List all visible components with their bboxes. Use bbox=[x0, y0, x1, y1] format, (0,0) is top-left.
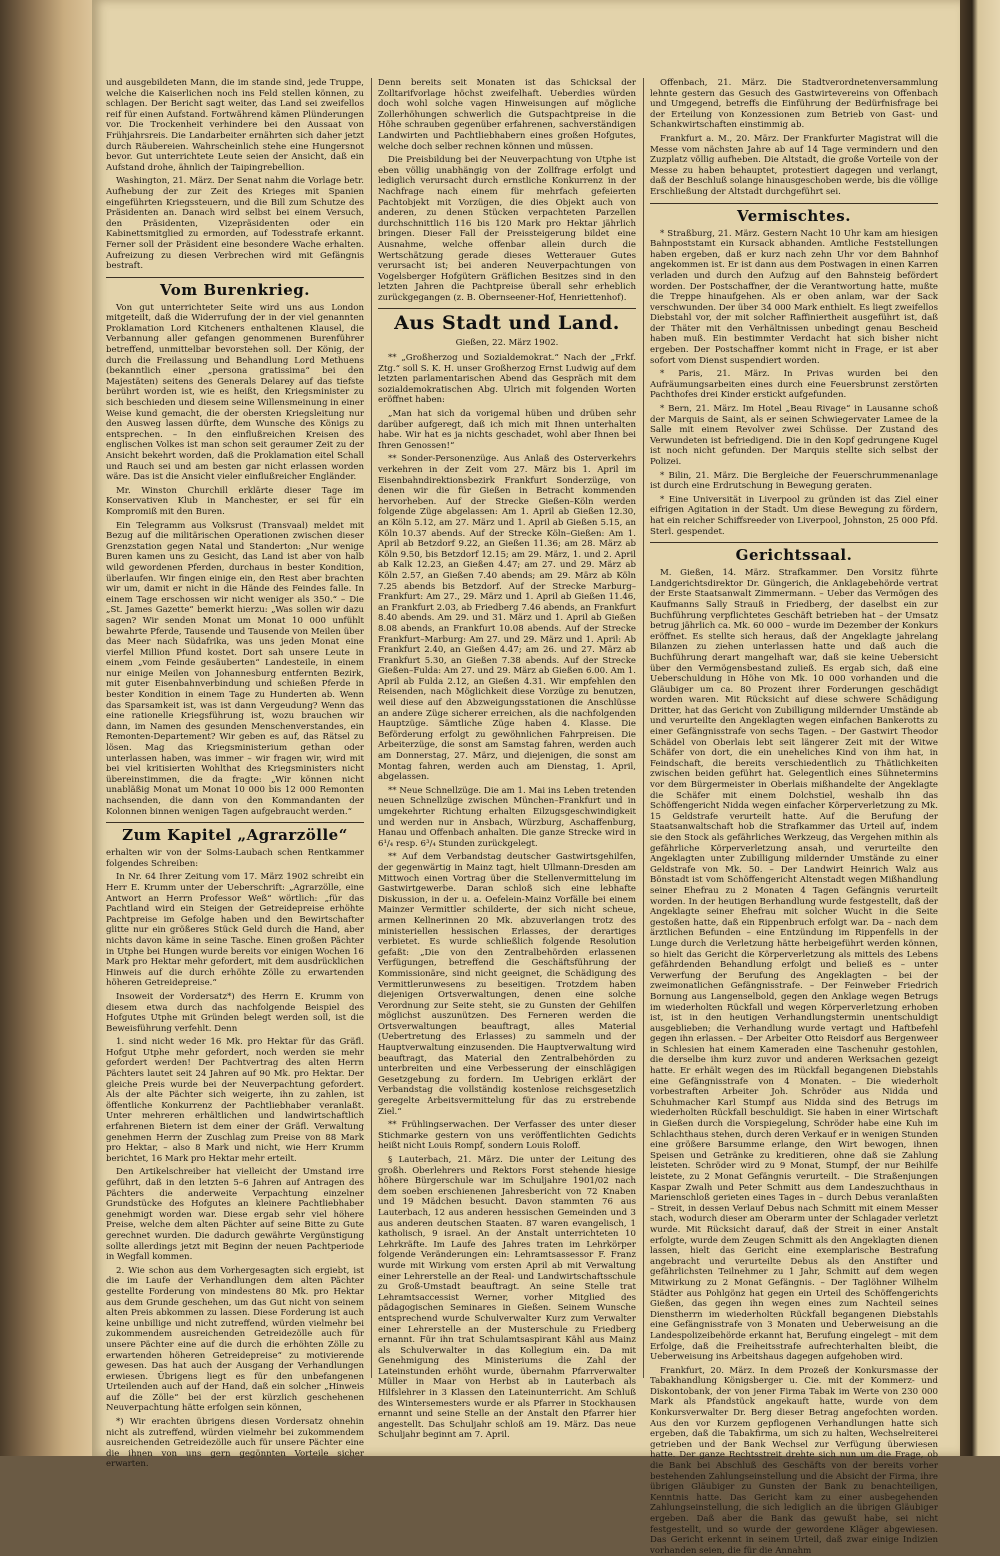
article-paragraph: Mr. Winston Churchill erklärte dieser Tage im Konservativen Klub in Manchester, er sei für ein Kompromiß mit den Buren. bbox=[106, 485, 364, 517]
article-paragraph: Ein Telegramm aus Volksrust (Transvaal) meldet mit Bezug auf die militärischen Operationen zwischen dieser Grenzstation gegen Natal und Standerton: „Nur wenige Buren kamen uns zu Gesicht, das Land ist aber von halb wild gewordenen Pferden, durchaus in bester Kondition, überlaufen. Wir fingen einige ein, den Rest aber brachten wir um, damit er nicht in die Hände des Feindes falle. In einem Tage erschossen wir nicht weniger als 350.“ – Die „St. James Gazette“ bemerkt hierzu: „Was sollen wir dazu sagen? Wir senden Monat um Monat 10 000 unfühlt bewahrte Pferde, Tausende und Tausende von Meilen über das Meer nach Südafrika, was uns jeden Monat eine vierfel Million Pfund kostet. Dort sah unsere Leute in einem „vom Feinde gesäuberten“ Landesteile, in einem nur einige Meilen von Johannesburg entfernten Bezirk, mit guter Eisenbahnverbindung und schießen Pferde in bester Kondition in einem Tage zu Hunderten ab. Wenn das Sparsamkeit ist, was ist dann Vergeudung? Wenn das eine rationelle Kriegsführung ist, wozu brauchen wir dann, im Namen des gesunden Menschenverstandes, ein Remonten-Departement? Wir geben es auf, das Rätsel zu lösen. Mag das Kriegsministerium gethan oder unterlassen haben, was immer – wir fragen wir, wird mit bei viel kritisierten Wohlthat des Kriegsministers nicht übereinstimmen, die da fragte: „Wir können nicht unabläßig Monat um Monat 10 000 bis 12 000 Remonten nachsenden, die dann von den Kommandanten der Kolonnen binnen wenigen Tagen aufgebraucht werden.“ bbox=[106, 520, 364, 817]
article-paragraph: * Bilin, 21. März. Die Bergleiche der Feuerschrummenanlage ist durch eine Erdrutschung in Bewegung geraten. bbox=[650, 470, 938, 492]
article-paragraph: Den Artikelschreiber hat vielleicht der Umstand irre geführt, daß in den letzten 5–6 Jahren auf Antragen des Pächters die anderweite Verpachtung einzelner Grundstücke des Hofgutes an kleinere Pachtliebhaber genehmigt worden war. Diese ergab sehr viel höhere Preise, welche dem alten Pächter auf seine Bitte zu Gute gerechnet wurden. Die dadurch gewährte Vergünstigung sollte allerdings jetzt mit Beginn der neuen Pachtperiode in Wegfall kommen. bbox=[106, 1167, 364, 1263]
section-heading: Aus Stadt und Land. bbox=[378, 308, 636, 334]
column-rule bbox=[643, 78, 644, 1378]
column-2 bbox=[378, 78, 636, 1441]
article-paragraph: ** Auf dem Verbandstag deutscher Gastwirtsgehilfen, der gegenwärtig in Mainz tagt, hielt Ullmann-Dresden am Mittwoch einen Vortrag über die Stellenvermittelung im Gastwirtgewerbe. Daran schloß sich eine lebhafte Diskussion, in der u. a. Oefelein-Mainz Vorfälle bei einem Mainzer Vermittler schilderte, der sich nicht scheue, armen Kellnerinnen 20 Mk. abzuverlangen trotz des ministeriellen hessischen Erlasses, der derartiges verbietet. Es wurde schließlich folgende Resolution gefaßt: „Die von den Zentralbehörden erlassenen Verfügungen, betreffend die Geschäftsführung der Kommissionäre, sind nicht geeignet, die Schädigung des Vermittlerunwesens zu beseitigen. Trotzdem haben diejenigen Ortsverwaltungen, denen eine solche Verordnung zur Seite steht, sie zu Gunsten der Gehilfen möglichst auszunützen. Des Ferneren werden die Ortsverwaltungen beauftragt, alles Material (Uebertretung des Erlasses) zu sammeln und der Hauptverwaltung einzusenden. Die Hauptverwaltung wird beauftragt, das Material den Zentralbehörden zu unterbreiten und eine Verbesserung der einschlägigen Gesetzgebung zu fordern. Im Uebrigen erklärt der Verbandstag die vollständig kostenlose reichsgesetzlich geregelte Arbeitsvermittelung für das zu erstrebende Ziel.“ bbox=[378, 852, 636, 1117]
article-paragraph: § Lauterbach, 21. März. Die unter der Leitung des großh. Oberlehrers und Rektors Forst stehende hiesige höhere Bürgerschule war im Schuljahre 1901/02 nach dem soeben erschienenen Jahresbericht von 72 Knaben und 19 Mädchen besucht. Davon stammten 76 aus Lauterbach, 12 aus anderen hessischen Gemeinden und 3 aus anderen deutschen Staaten. 87 waren evangelisch, 1 katholisch, 9 israel. An der Anstalt unterrichteten 10 Lehrkräfte. Im Laufe des Jahres traten im Lehrkörper folgende Veränderungen ein: Lehramtsassessor F. Franz wurde mit Wirkung vom ersten April ab mit Verwaltung einer Lehrerstelle an der Real- und Landwirtschaftsschule zu Groß-Umstadt beauftragt. An seine Stelle trat Lehramtsaccessist Werner, vorher Mitglied des pädagogischen Seminares in Gießen. Seinem Wunsche entsprechend wurde Schulverwalter Kurz zum Verwalter einer Lehrerstelle an der Musterschule zu Friedberg ernannt. Für ihn trat Schulamtsaspirant Kähl aus Mainz als Schulverwalter in das Kollegium ein. Da mit Genehmigung des Ministeriums die Zahl der Lateinstunden erhöht wurde, übernahm Pfarrverwalter Müller in Maar von Herbst ab in Lauterbach als Hilfslehrer in 3 Klassen den Lateinunterricht. Am Schluß des Wintersemesters wurde er als Pfarrer in Stockhausen ernannt und seine Stelle an der Anstalt den Pfarrer hier angestellt. Das Schuljahr schloß am 19. März. Das neue Schuljahr beginnt am 7. April. bbox=[378, 1155, 636, 1441]
column-3 bbox=[650, 78, 938, 1556]
dateline: Gießen, 22. März 1902. bbox=[455, 338, 559, 349]
article-paragraph: * Paris, 21. März. In Privas wurden bei den Aufräumungsarbeiten eines durch eine Feuersbrunst zerstörten Pachthofes drei Kinder erstickt aufgefunden. bbox=[650, 369, 938, 401]
article-paragraph: 2. Wie schon aus dem Vorhergesagten sich ergiebt, ist die im Laufe der Verhandlungen dem alten Pächter gestellte Forderung von mindestens 80 Mk. pro Hektar aus dem Grunde geschehen, um das Gut nicht von seinem alten Preis abkommen zu lassen. Diese Forderung ist auch keine unbillige und nicht zutreffend, würden vielmehr bei zukommendem ausreichenden Getreidezölle auch für unsere Pächter eine auf die durch die erhöhten Zölle zu erwartenden höheren Getreidepreise“ zu motivierende gewesen. Das hat auch der Ausgang der Verhandlungen erwiesen. Übrigens liegt es für den unbefangenen Urteilenden auch auf der Hand, daß ein solcher „Hinweis auf die Zölle“ bei der erst kürzlich geschehenen Neuverpachtung hätte erfolgen sein können, bbox=[106, 1265, 364, 1414]
article-paragraph: Washington, 21. März. Der Senat nahm die Vorlage betr. Aufhebung der zur Zeit des Krieges mit Spanien eingeführten Kriegssteuern, und die Bill zum Schutze des Präsidenten an. Danach wird selbst bei einem Versuch, den Präsidenten, Vizepräsidenten oder ein Kabinettsmitglied zu ermorden, auf Todesstrafe erkannt. Ferner soll der Präsident eine besondere Wache erhalten. Aufreizung zu diesen Verbrechen wird mit Gefängnis bestraft. bbox=[106, 176, 364, 272]
article-paragraph: Insoweit der Vordersatz*) des Herrn E. Krumm von diesem etwa durch das nachfolgende Beispiel des Hofgutes Utphe mit Gründen belegt werden soll, ist die Beweisführung verfehlt. Denn bbox=[106, 991, 364, 1034]
section-heading: Vermischtes. bbox=[650, 203, 938, 225]
article-paragraph: ** Neue Schnellzüge. Die am 1. Mai ins Leben tretenden neuen Schnellzüge zwischen München–Frankfurt und in umgekehrter Richtung erhalten Eilzugsgeschwindigkeit und werden nur in Ansbach, Würzburg, Aschaffenburg, Hanau und Offenbach anhalten. Die ganze Strecke wird in 6¹/₄ resp. 6³/₄ Stunden zurückgelegt. bbox=[378, 785, 636, 849]
article-paragraph: Frankfurt, 20. März. In dem Prozeß der Konkursmasse der Tabakhandlung Königsberger u. Cie. mit der Kommerz- und Diskontobank, der von jener Firma Tabak im Werte von 230 000 Mark als Pfandstück angekauft hatte, wurde von dem Konkursverwalter Dr. Berg dieser Betrag angefochten worden. Aus den vor Kurzem gepflogenen Verhandlungen hatte sich ergeben, daß die Tabakfirma, um sich zu halten, Wechselreiterei getrieben und der Bank Wechsel zur Verfügung überwiesen hatte. Der ganze Rechtsstreit drehte sich nun um die Frage, ob die Bank bei Abschluß des Geschäfts von der bereits vorher bestehenden Zahlungseinstellung und die Absicht der Firma, ihre übrigen Gläubiger zu Gunsten der Bank zu benachteiligen, Kenntnis hatte. Das Gericht kam zu einer ausbegehenden Zahlungseinstellung, die sich lediglich an die übrigen Gläubiger ergeben. Daß aber die Bank das gewußt habe, sei nicht festgestellt, und so wurde der gewordene Kläger abgewiesen. Das Gericht erkennt in seinem Urteil, daß zwar einige Indizien vorhanden seien, die für die Annahm bbox=[650, 1365, 938, 1556]
next-page-edge bbox=[960, 0, 1000, 1456]
column-1 bbox=[106, 78, 364, 1470]
article-paragraph: erhalten wir von der Solms-Laubach schen Rentkammer folgendes Schreiben: bbox=[106, 848, 364, 869]
article-paragraph: 1. sind nicht weder 16 Mk. pro Hektar für das Gräfl. Hofgut Utphe mehr gefordert, noch werden sie mehr gefordert werden! Der Pachtvertrag des alten Herrn Pächters lautet seit 24 Jahren auf 90 Mk. pro Hektar. Der gleiche Preis wurde bei der Neuverpachtung gefordert. Als der alte Pächter sich weigerte, ihn zu zahlen, ist öffentliche Konkurrenz der Pachtliebhaber veranlaßt. Unter mehreren erhältlichen und landwirtschaftlich erfahrenen Bietern ist dem einer der Gräfl. Verwaltung genehmen Herrn der Zuschlag zum Preise von 88 Mark pro Hektar, – also 8 Mark und nicht, wie Herr Krumm berichtet, 16 Mark pro Hektar mehr erteilt. bbox=[106, 1037, 364, 1164]
article-paragraph: In Nr. 64 Ihrer Zeitung vom 17. März 1902 schreibt ein Herr E. Krumm unter der Ueberschrift: „Agrarzölle, eine Antwort an Herrn Professor Weß“ wörtlich: „für das Pachtland wird ein Steigen der Getreidepreise erhöhte Pachtpreise im Gefolge haben und den Bewirtschafter glitte nur ein größeres Stück Geld durch die Hand, aber nichts davon käme in seine Tasche. Einen großen Pächter in Utphe bei Hungen wurde bereits vor einigen Wochen 16 Mark pro Hektar mehr gefordert, mit dem ausdrücklichen Hinweis auf die durch erhöhte Zölle zu erwartenden höheren Getreidepreise.“ bbox=[106, 872, 364, 989]
article-paragraph: „Man hat sich da vorigemal hüben und drüben sehr darüber aufgeregt, daß ich mich mit Ihnen unterhalten habe. Wir hat es ja nichts geschadet, wohl aber Ihnen bei Ihren Genossen!“ bbox=[378, 409, 636, 451]
article-paragraph: Von gut unterrichteter Seite wird uns aus London mitgeteilt, daß die Widerrufung der in der viel genannten Proklamation Lord Kitcheners enthaltenen Klausel, die Verbannung aller gefangen genommenen Burenführer betreffend, unmittelbar bevorstehen soll. Der König, der durch die Freilassung und Behandlung Lord Methuens (bekanntlich einer „persona gratissima“ bei den Majestäten) seitens des Generals Delarey auf das tiefste berührt worden ist, wie es heißt, den Kriegsminister zu sich beschieden und diesem seine Willensmeinung in einer Weise kund gemacht, die der obersten Kriegsleitung nur den Ausweg lassen dürfte, dem Wunsche des Königs zu entsprechen. – In den einflußreichen Kreisen des englischen Volkes ist man schon seit geraumer Zeit zu der Ansicht bekehrt worden, daß die Proklamation eitel Schall und Rauch sei und am besten gar nicht erlassen worden wäre. Das ist die Ansicht vieler einflußreicher Engländer. bbox=[106, 302, 364, 483]
article-paragraph: Die Preisbildung bei der Neuverpachtung von Utphe ist eben völlig unabhängig von der Zollfrage erfolgt und lediglich verursacht durch ernstliche Konkurrenz in der Nachfrage nach einem für mehrfach gefeierten Pachtobjekt mit Vorzügen, die dies Objekt auch von anderen, zu denen Stücken verpachteten Parzellen durchschnittlich 116 bis 120 Mark pro Hektar jährlich bringen. Dieser Fall der Preissteigerung bildet eine Ausnahme, welche offenbar allein durch die Wertschätzung gerade dieses Wetterauer Gutes verursacht ist; bei anderen Neuverpachtungen von Vogelsberger Hofgütern Gräflichen Besitzes sind in den letzten Jahren die Pachtpreise überall sehr erheblich zurückgegangen (z. B. Obernseener-Hof, Henriettenhof). bbox=[378, 155, 636, 303]
article-paragraph: ** „Großherzog und Sozialdemokrat.“ Nach der „Frkf. Ztg.“ soll S. K. H. unser Großherzog Ernst Ludwig auf dem letzten parlamentarischen Abend das Gespräch mit dem sozialdemokratischen Abg. Ulrich mit folgenden Worten eröffnet haben: bbox=[378, 353, 636, 406]
article-paragraph: und ausgebildeten Mann, die im stande sind, jede Truppe, welche die Kaiserlichen noch ins Feld stellen können, zu schlagen. Der Bericht sagt weiter, das Land sei zweifellos reif für einen Aufstand. Fortwährend kämen Plünderungen vor. Die Trockenheit verhindere bei den Aussaat von Frühjahrsreis. Die Landarbeiter ernährten sich daher jetzt durch Räubereien. Wahrscheinlich stehe eine Hungersnot bevor. Gut unterrichtete Leute seien der Ansicht, daß ein Aufstand drohe, ähnlich der Taipingrebellion. bbox=[106, 78, 364, 173]
article-paragraph: ** Frühlingserwachen. Der Verfasser des unter dieser Stichmarke gestern von uns veröffentlichten Gedichts heißt nicht Louis Rompf, sondern Louis Roloff. bbox=[378, 1120, 636, 1152]
section-heading: Gerichtssaal. bbox=[650, 542, 938, 564]
article-paragraph: Denn bereits seit Monaten ist das Schicksal der Zolltarifvorlage höchst zweifelhaft. Ueberdies würden doch wohl solche vagen Hinweisungen auf mögliche Zollerhöhungen schwerlich die Gutspachtpreise in die Höhe schrauben gegenüber erfahrenen, sachverständigen Landwirten und Pachtliebhabern eines großen Hofgutes, welche doch selber rechnen können und müssen. bbox=[378, 78, 636, 152]
article-paragraph: M. Gießen, 14. März. Strafkammer. Den Vorsitz führte Landgerichtsdirektor Dr. Güngerich, die Anklagebehörde vertrat der Erste Staatsanwalt Zimmermann. – Ueber das Vermögen des Kaufmanns Sally Strauß in Friedberg, der daselbst ein zur Buchführung verpflichtetes Geschäft betrieben hat – der Umsatz betrug jährlich ca. Mk. 60 000 – wurde im Dezember der Konkurs eröffnet. Es stellte sich heraus, daß der Angeklagte jahrelang Bilanzen zu ziehen unterlassen hatte und daß auch die Buchführung derart mangelhaft war, daß sie keine Uebersicht über den Vermögensbestand zuließ. Es ergab sich, daß eine Ueberschuldung in Höhe von Mk. 10 000 vorhanden und die Gläubiger um ca. 80 Prozent ihrer Forderungen geschädigt worden waren. Mit Rücksicht auf diese schwere Schädigung Dritter, hat das Gericht von Zubilligung mildernder Umstände ab und verurteilte den Angeklagten wegen einfachen Bankerotts zu einer Gefängnisstrafe von sechs Tagen. – Der Gastwirt Theodor Schädel von Oberlais lebt seit längerer Zeit mit der Witwe Schäfer von dort, die ein uneheliches Kind von ihm hat, in Feindschaft, die bereits verschiedentlich zu Thätlichkeiten zwischen beiden geführt hat. Gelegentlich eines Sühnetermins vor dem Bürgermeister in Oberlais mißhandelte der Angeklagte die Schäfer mit einem Dolchstiel, weshalb ihn das Schöffengericht Nidda wegen einfacher Körperverletzung zu Mk. 15 Geldstrafe verurteilt hatte. Auf die Berufung der Staatsanwaltschaft hob die Strafkammer das Urteil auf, indem sie den Stock als gefährliches Werkzeug, das Vergehen mithin als gefährliche Körperverletzung ansah, und verurteilte den Angeklagten unter Zubilligung mildernder Umstände zu einer Geldstrafe von Mk. 50. – Der Landwirt Heinrich Walz aus Bönstadt ist vom Schöffengericht Altenstadt wegen Mißhandlung seiner Ehefrau zu 2 Monaten 4 Tagen Gefängnis verurteilt worden. In der heutigen Berhandlung wurde festgestellt, daß der Angeklagte seiner Ehefrau mit solcher Wucht in die Seite gestoßen hatte, daß ein Rippenbruch erfolgt war. Da – nach dem ärztlichen Befunden – eine Entzündung im Rippenfells in der Lunge durch die Verletzung hätte herbeigeführt werden können, so hielt das Gericht die Körperverletzung als mittels des Lebens gefährdenden Behandlung erfolgt und beließ es – unter Verwerfung der Berufung des Angeklagten – bei der zweimonatlichen Gefängnisstrafe. – Der Feinweber Friedrich Bornung aus Langenselbold, gegen den Anklage wegen Betrugs im wiederholten Rückfall und wegen Körperverletzung erhoben ist, ist in den heutigen Verhandlungstermin unentschuldigt ausgeblieben; die Verhandlung wurde vertagt und Haftbefehl gegen ihn erlassen. – Der Arbeiter Otto Reisdorf aus Bergenweer in Schlesien hat einem Kameraden eine Taschenuhr gestohlen, die derselbe ihm kurz zuvor und anderen Werksachen gezeigt hatte. Er erhält wegen des im Rückfall begangenen Diebstahls eine Gefängnisstrafe von 4 Monaten. – Die wiederholt vorbestraften Arbeiter Joh. Schröder aus Nidda und Schuhmacher Karl Stumpf aus Nidda sind des Betrugs im wiederholten Rückfall beschuldigt. Sie haben in einer Wirtschaft in Gießen durch die Vorspiegelung, Schröder habe eine Kuh im Schlachthaus stehen, durch deren Verkauf er in wenigen Stunden eine größere Barsumme erlange, den Wirt bewogen, ihnen Speisen und Getränke zu kreditieren, ohne daß sie Zahlung leisteten. Schröder wird zu 9 Monat, Stumpf, der nur Beihilfe leistete, zu 2 Monat Gefängnis verurteilt. – Die Straßenjungen Kaspar Zwalh und Peter Schmitt aus dem Landeszuchthaus in Marienschloß gerieten eines Tages in – durch Debus veranlaßten – Streit, in dessen Verlauf Debus nach Schmitt mit einem Messer stach, wodurch dieser am Oberarm unter der Schlagader verletzt wurde. Mit Rücksicht darauf, daß der Streit in einer Anstalt erfolgte, wurde dem Zeugen Schmitt als den Angeklagten dienen lassen, hielt das Gericht eine exemplarische Bestrafung angebracht und verurteilte Debus als den Anstifter und gefährlichsten Teilnehmer zu 1 Jahr, Schmitt auf dem wegen Mitwirkung zu 2 Monat Gefängnis. – Der Taglöhner Wilhelm Städter aus Pohlgönz hat gegen ein Urteil des Schöffengerichts Gießen, das gegen ihn wegen eines zum Nachteil seines Dienstherrn im wiederholten Rückfall begangenen Diebstahls eine Gefängnisstrafe von 3 Monaten und Ueberweisung an die Landespolizeibehörde erkannt hat, Berufung eingelegt – mit dem Erfolge, daß die Freiheitsstrafe aufrechterhalten bleibt, die Ueberweisung ins Arbeitshaus dagegen aufgehoben wird. bbox=[650, 568, 938, 1363]
article-paragraph: *) Wir erachten übrigens diesen Vordersatz ohnehin nicht als zutreffend, würden vielmehr bei zukommendem ausreichenden Getreidezölle auch für unsere Pächter eine die ihnen von uns gern gegönnten Vorteile sicher erwarten. bbox=[106, 1417, 364, 1470]
section-heading: Vom Burenkrieg. bbox=[106, 277, 364, 299]
section-heading: Zum Kapitel „Agrarzölle“ bbox=[106, 822, 364, 844]
article-paragraph: * Bern, 21. März. Im Hotel „Beau Rivage“ in Lausanne schoß der Marquis de Saint, als er seinen Schwiegervater Lamee de la Salle mit einem Revolver zwei Schüsse. Der Zustand des Verwundeten ist befriedigend. Die in den Kopf gedrungene Kugel ist noch nicht gefunden. Der Marquis stellte sich selbst der Polizei. bbox=[650, 404, 938, 467]
article-paragraph: * Straßburg, 21. März. Gestern Nacht 10 Uhr kam am hiesigen Bahnpoststamt ein Kursack abhanden. Amtliche Feststellungen haben ergeben, daß er kurz nach zehn Uhr vor dem Bahnhof angekommen ist. Er ist dann aus dem Postwagen in einen Karren verladen und durch den Aufzug auf den Bahnsteig befördert worden. Der Postschaffner, der die Verantwortung hatte, mußte die Treppe hinaufgehen. Als er oben anlam, war der Sack verschwunden. Der über 34 000 Mark enthielt. Es liegt zweifellos Diebstahl vor, der mit solcher Raffiniertheit ausgeführt ist, daß der Thäter mit den Verhältnissen unbedingt genau Bescheid haben muß. Ein bestimmter Verdacht hat sich bisher nicht ergeben. Der Postschaffner kommt nicht in Frage, er ist aber sofort vom Dienst suspendiert worden. bbox=[650, 228, 938, 366]
article-paragraph: Offenbach, 21. März. Die Stadtverordnetenversammlung lehnte gestern das Gesuch des Gastwirtevereins von Offenbach und Umgegend, betreffs die Einführung der Bedürfnisfrage bei der Erteilung von Konzessionen zum Betrieb von Gast- und Schankwirtschaften einstimmig ab. bbox=[650, 78, 938, 131]
book-binding bbox=[0, 0, 92, 1456]
article-paragraph: ** Sonder-Personenzüge. Aus Anlaß des Osterverkehrs verkehren in der Zeit vom 27. März bis 1. April im Eisenbahndirektionsbezirk Frankfurt Sonderzüge, von denen wir die für Gießen in Betracht kommenden hervorheben. Auf der Strecke Gießen–Köln werden folgende Züge abgelassen: Am 1. April ab Gießen 12.30, an Köln 5.12, am 27. März und 1. April ab Gießen 5.15, an Köln 10.37 abends. Auf der Strecke Köln–Gießen: Am 1. April ab Betzdorf 9.22, an Gießen 11.36; am 28. März ab Köln 9.50, bis Betzdorf 12.15; am 29. März, 1. und 2. April ab Kalk 12.23, an Gießen 4.47; am 27. und 29. März ab Köln 2.57, an Gießen 7.40 abends; am 29. März ab Köln 7.25 abends bis Betzdorf. Auf der Strecke Marburg–Frankfurt: Am 27., 29. März und 1. April ab Gießen 11.46, an Frankfurt 2.03, ab Friedberg 7.46 abends, an Frankfurt 8.40 abends. Am 29. und 31. März und 1. April ab Gießen 8.08 abends, an Frankfurt 10.08 abends. Auf der Strecke Frankfurt–Marburg: Am 27. und 29. März und 1. April: Ab Frankfurt 2.40, an Gießen 4.47; am 26. und 27. März ab Frankfurt 5.30, an Gießen 7.38 abends. Auf der Strecke Gießen–Fulda: Am 27. und 29. März ab Gießen 6.00. Am 1. April ab Fulda 2.12, an Gießen 4.31. Wir empfehlen den Reisenden, nach Möglichkeit diese Vorzüge zu benutzen, weil diese auf den Abzweigungsstationen die Anschlüsse an andere Züge sicherer erreichen, als die nachfolgenden Hauptzüge. Sämtliche Züge haben 4. Klasse. Die Beförderung erfolgt zu gewöhnlichen Fahrpreisen. Die Arbeiterzüge, die sonst am Samstag fahren, werden auch am Donnerstag, 27. März, und diejenigen, die sonst am Montag fahren, werden auch am Dienstag, 1. April, abgelassen. bbox=[378, 454, 636, 783]
column-rule bbox=[371, 78, 372, 1378]
article-paragraph: * Eine Universität in Liverpool zu gründen ist das Ziel einer eifrigen Agitation in der Stadt. Um diese Bewegung zu fördern, hat ein reicher Schiffsreeder von Liverpool, Johnston, 25 000 Pfd. Sterl. gespendet. bbox=[650, 494, 938, 537]
article-paragraph: Frankfurt a. M., 20. März. Der Frankfurter Magistrat will die Messe vom nächsten Jahre ab auf 14 Tage vermindern und den Zuzplatz völlig aufheben. Die Altstadt, die große Vorteile von der Messe zu haben behauptet, protestiert dagegen und verlangt, daß der Beschluß solange hinausgeschoben werde, bis die völlige Erschließung der Altstadt durchgeführt sei. bbox=[650, 133, 938, 197]
